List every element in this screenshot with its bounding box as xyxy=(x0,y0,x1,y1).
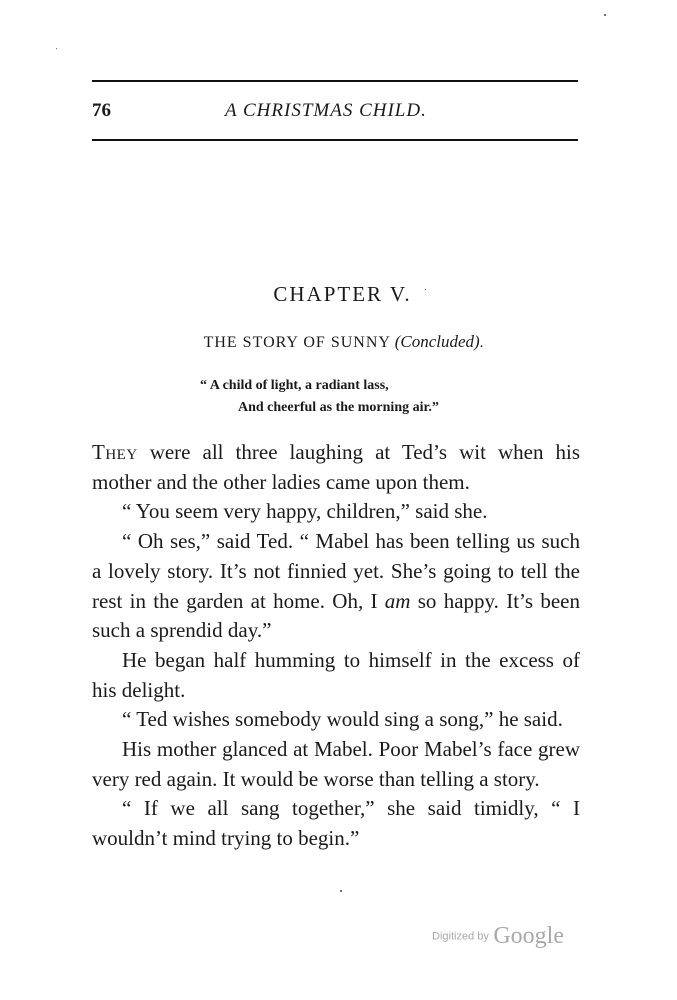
epigraph-line-2: And cheerful as the morning air.” xyxy=(238,400,439,415)
paragraph-3-part-b: so happy. It’s been such a sprendid day.” xyxy=(92,588,580,643)
chapter-subtitle xyxy=(0,332,677,352)
header-bottom-rule xyxy=(92,139,578,141)
paragraph-3-emphasis: am xyxy=(384,588,411,613)
book-title: A CHRISTMAS CHILD. xyxy=(225,100,427,121)
paragraph-5: “ Ted wishes somebody would sing a song,” he said. xyxy=(122,707,563,732)
print-speck xyxy=(340,890,342,892)
print-speck xyxy=(56,48,57,49)
digitized-watermark xyxy=(432,923,564,950)
paragraph-2: “ You seem very happy, children,” said she. xyxy=(122,499,488,524)
paragraph-4: He began half humming to himself in the excess of his delight. xyxy=(92,647,580,702)
chapter-title: CHAPTER V. xyxy=(273,282,412,306)
chapter-subtitle-main: THE STORY OF SUNNY xyxy=(203,334,391,351)
paragraph-1-lead: They xyxy=(92,440,138,464)
body-text xyxy=(92,438,580,854)
header-top-rule xyxy=(92,80,578,82)
print-speck xyxy=(425,289,426,290)
paragraph-3-part-a: “ Oh ses,” said Ted. “ Mabel has been telling us such a lovely story. It’s not finnied yet. She’s going to tell the rest in the garden at home. Oh, I xyxy=(92,529,580,613)
print-speck xyxy=(604,14,606,16)
page-number: 76 xyxy=(92,100,111,121)
epigraph xyxy=(200,375,439,419)
running-head xyxy=(92,100,578,124)
google-logo: Google xyxy=(493,923,564,949)
paragraph-6: His mother glanced at Mabel. Poor Mabel’s face grew very red again. It would be worse than telling a story. xyxy=(92,737,580,791)
chapter-subtitle-paren: (Concluded) xyxy=(394,332,480,351)
paragraph-1-rest: were all three laughing at Ted’s wit when his mother and the other ladies came upon them. xyxy=(92,440,580,494)
epigraph-line-1: “ A child of light, a radiant lass, xyxy=(200,378,389,393)
paragraph-3 xyxy=(92,527,580,646)
watermark-prefix: Digitized by xyxy=(432,930,489,943)
paragraph-1 xyxy=(92,438,580,497)
paragraph-7: “ If we all sang together,” she said timidly, “ I wouldn’t mind trying to begin.” xyxy=(92,796,580,851)
chapter-subtitle-end: . xyxy=(479,335,484,351)
